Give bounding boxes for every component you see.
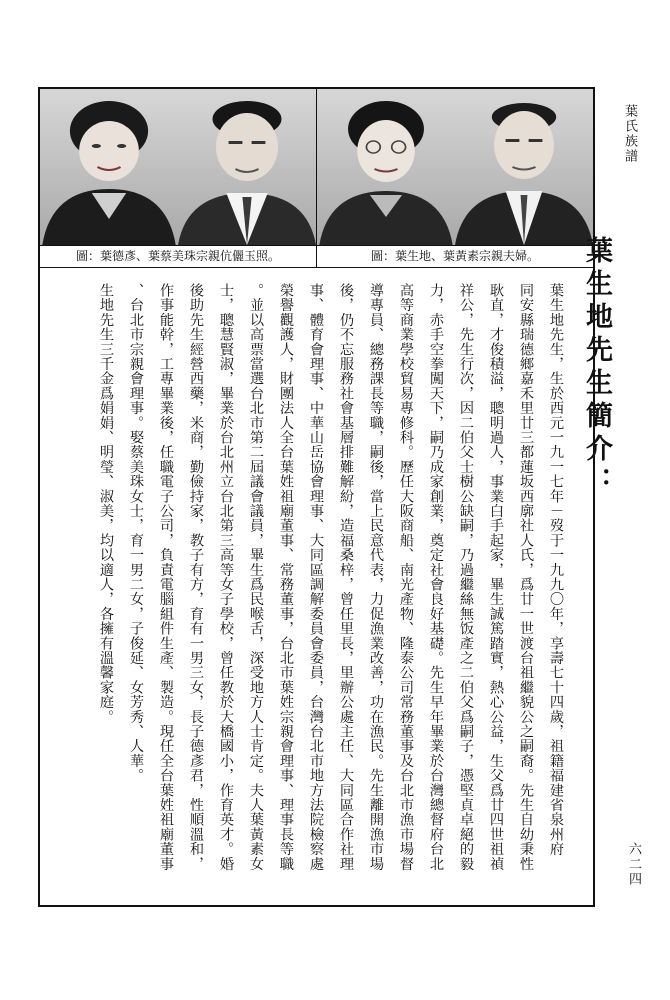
running-head: 葉氏族譜 [622,104,637,164]
body-column: 導專員、總務課長等職，嗣後，當上民意代表，力促漁業改善，功在漁民。先生離開漁市場 [368,283,384,871]
photo-group-right [316,89,593,245]
body-column: 同安縣瑞德鄉嘉禾里廿三都蓮坂西廓社人氏，爲廿一世渡台祖繼貌公之嗣裔。先生自幼秉性 [518,283,534,871]
photo-strip [40,89,593,246]
body-column: 耿直，才俊積溢，聰明過人，事業白手起家，畢生誠篤踏實，熱心公益，生父爲廿四世祖禎 [488,283,504,871]
body-column: 、台北市宗親會理事。娶蔡美珠女士，育一男二女，子俊延、女芳秀、人華。 [128,283,144,783]
body-column: 。並以高票當選台北市第二屆議會議員，畢生爲民喉舌，深受地方人士肯定。夫人葉黃素女 [248,283,264,871]
body-column: 祥公，先生行次，因二伯父士樹公缺嗣，乃過繼絲無饭產之二伯父爲嗣子，憑堅貞卓絕的毅 [458,283,474,871]
body-column: 力，赤手空拳闖天下，嗣乃成家創業，奠定社會良好基礎。先生早年畢業於台灣總督府台北 [428,283,444,871]
body-column: 後助先生經營西藥，米商，勤儉持家，教子有方，育有一男三女，長子德彥君，性順溫和， [188,283,204,871]
page-number: 六二四 [626,842,641,887]
page-frame [38,87,612,907]
portrait-woman-left [40,89,178,245]
caption-right: 圖：葉生地、葉黃素宗親夫婦。 [316,245,593,267]
body-column: 葉生地先生，生於西元一九一七年－歿于一九九〇年，享壽七十四歲，祖籍福建省泉州府 [548,283,564,857]
article-title: 葉生地先生簡介： [581,236,612,500]
body-column: 作事能幹，工專畢業後，任職電子公司，負責電腦組件生產、製造。現任全台葉姓祖廟董事 [158,283,174,871]
caption-bar [40,245,593,268]
body-column: 事、體育會理事、中華山岳協會理事、大同區調解委員會委員，台灣台北市地方法院檢察處 [308,283,324,871]
portrait-man-right [455,89,593,245]
body-column: 榮譽觀護人，財團法人全台葉姓祖廟董事、常務董事，台北市葉姓宗親會理事、理事長等職 [278,283,294,871]
photo-group-left [40,89,316,245]
body-column: 後，仍不忘服務社會基層排難解紛，造福桑梓，曾任里長，里辦公處主任、大同區合作社理 [338,283,354,871]
caption-left: 圖：葉德彥、葉蔡美珠宗親伉儷玉照。 [75,249,280,263]
body-column: 士，聰慧賢淑，畢業於台北州立台北第三高等女子學校，曾任教於大橋國小，作育英才。婚 [218,283,234,871]
portrait-woman-right [317,89,455,245]
portrait-man-left [178,89,316,245]
body-column: 生地先生三千金爲娟娟、明瑩、淑美，均以適人，各擁有溫馨家庭。 [98,283,114,724]
body-column: 高等商業學校貿易專修科。歷任大阪商船、南光產物、隆泰公司常務董事及台北市漁市場督 [398,283,414,871]
